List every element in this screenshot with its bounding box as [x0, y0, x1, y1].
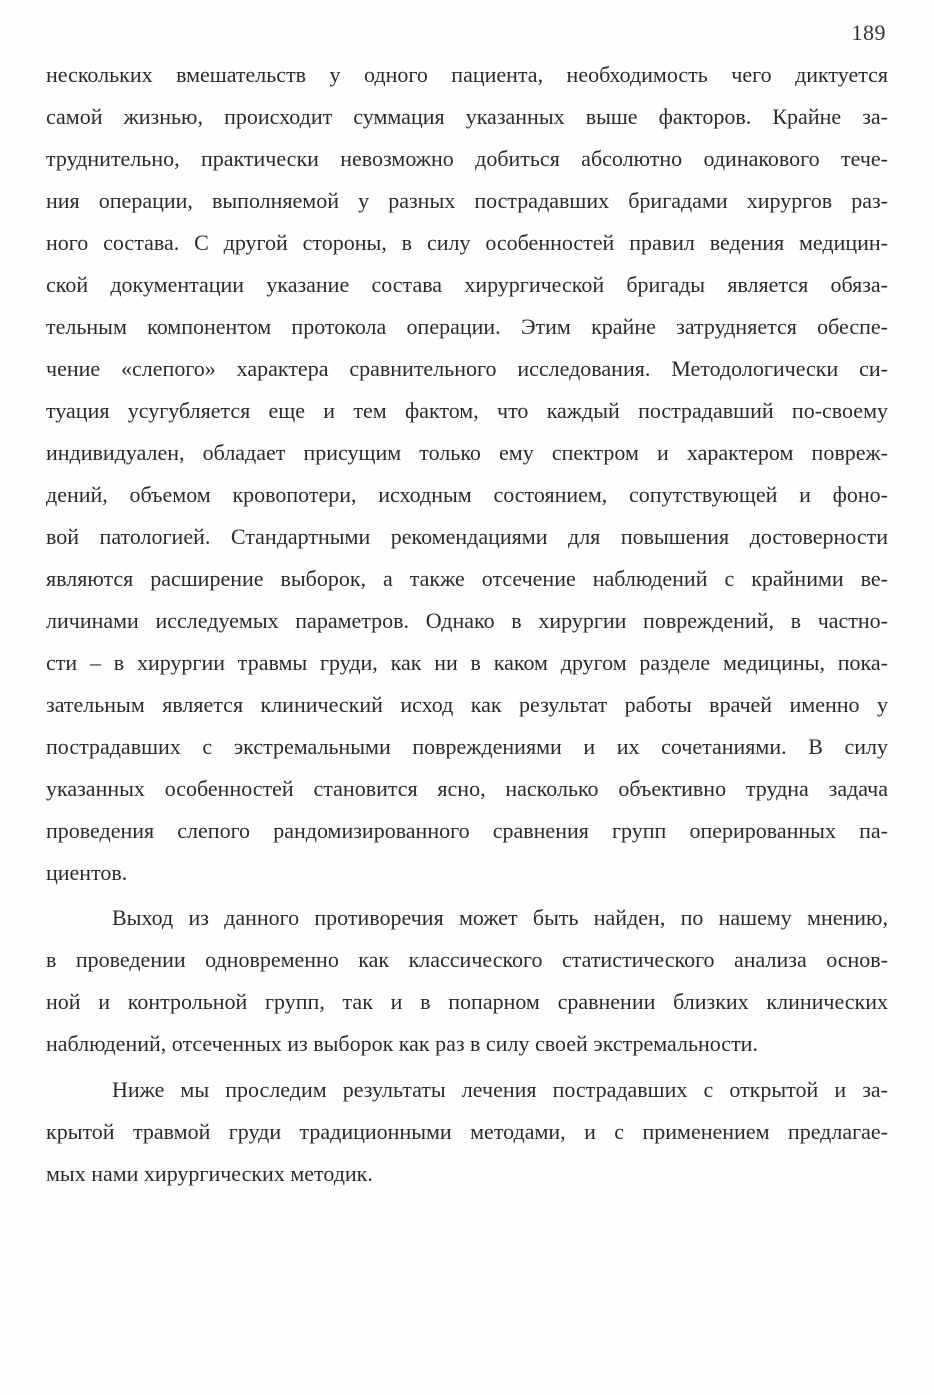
text-line: ской документации указание состава хирургической бригады является обяза- [46, 272, 888, 297]
text-line: личинами исследуемых параметров. Однако в хирургии повреждений, в частно- [46, 608, 888, 633]
text-line: зательным является клинический исход как результат работы врачей именно у [46, 692, 888, 717]
text-line: туация усугубляется еще и тем фактом, что каждый пострадавший по-своему [46, 398, 888, 423]
text-line: нескольких вмешательств у одного пациента, необходимость чего диктуется [46, 62, 888, 87]
text-line: индивидуален, обладает присущим только ему спектром и характером повреж- [46, 440, 888, 465]
text-line: ной и контрольной групп, так и в попарном сравнении близких клинических [46, 989, 888, 1014]
text-line: являются расширение выборок, а также отсечение наблюдений с крайними ве- [46, 566, 888, 591]
text-line: крытой травмой груди традиционными методами, и с применением предлагае- [46, 1119, 888, 1144]
text-line: чение «слепого» характера сравнительного исследования. Методологически си- [46, 356, 888, 381]
text-line: ния операции, выполняемой у разных пострадавших бригадами хирургов раз- [46, 188, 888, 213]
text-line: проведения слепого рандомизированного сравнения групп оперированных па- [46, 818, 888, 843]
text-line: труднительно, практически невозможно добиться абсолютно одинакового тече- [46, 146, 888, 171]
text-line: наблюдений, отсеченных из выборок как раз в силу своей экстремальности. [46, 1031, 758, 1056]
text-line: Ниже мы проследим результаты лечения пострадавших с открытой и за- [112, 1077, 888, 1102]
text-line: вой патологией. Стандартными рекомендациями для повышения достоверности [46, 524, 888, 549]
text-line: в проведении одновременно как классического статистического анализа основ- [46, 947, 888, 972]
text-line: ного состава. С другой стороны, в силу особенностей правил ведения медицин- [46, 230, 888, 255]
text-line: указанных особенностей становится ясно, насколько объективно трудна задача [46, 776, 888, 801]
text-line: пострадавших с экстремальными повреждениями и их сочетаниями. В силу [46, 734, 888, 759]
text-line: тельным компонентом протокола операции. Этим крайне затрудняется обеспе- [46, 314, 888, 339]
text-line: Выход из данного противоречия может быть найден, по нашему мнению, [112, 905, 888, 930]
text-line: мых нами хирургических методик. [46, 1161, 373, 1186]
text-line: сти – в хирургии травмы груди, как ни в каком другом разделе медицины, пока- [46, 650, 888, 675]
text-line: самой жизнью, происходит суммация указанных выше факторов. Крайне за- [46, 104, 888, 129]
page-number: 189 [851, 20, 886, 45]
text-line: дений, объемом кровопотери, исходным состоянием, сопутствующей и фоно- [46, 482, 888, 507]
text-line: циентов. [46, 860, 128, 885]
